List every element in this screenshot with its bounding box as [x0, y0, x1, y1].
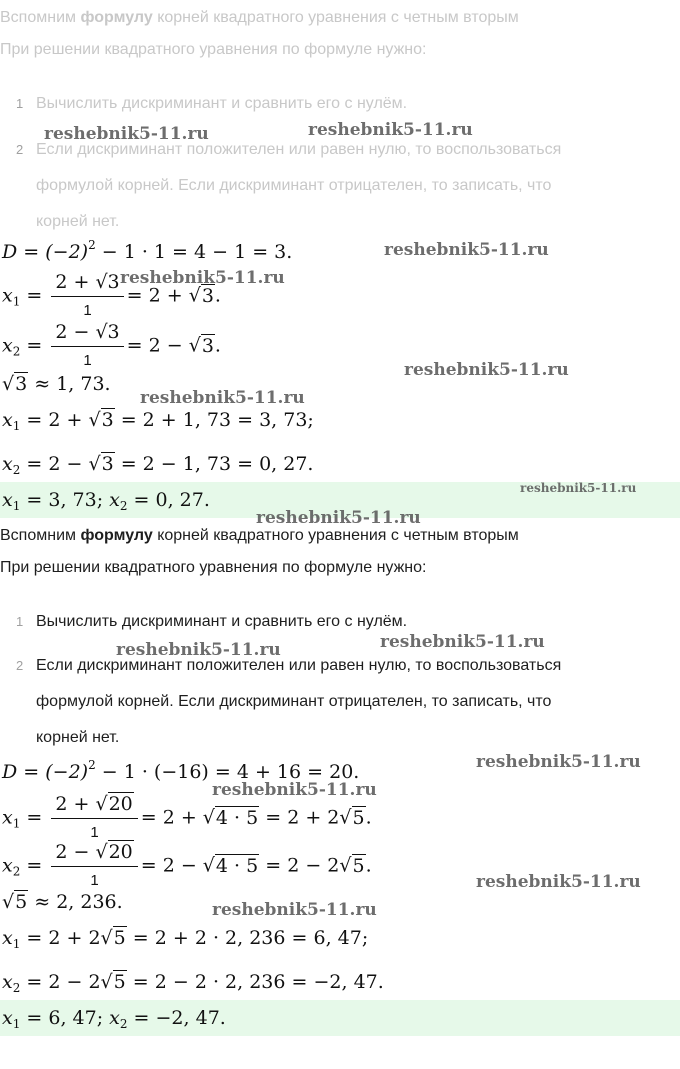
step-number: 1: [16, 614, 24, 629]
x2-calc: $x_2 = 2 - √3 = 2 - 1$, 73 = 0, 27.: [2, 453, 314, 477]
sqrt-approx: √3 ≈ 1, 73.: [2, 373, 111, 395]
watermark: reshebnik5-11.ru: [140, 388, 305, 408]
watermark: reshebnik5-11.ru: [308, 120, 473, 140]
intro-line2-faded: При решении квадратного уравнения по формуле нужно:: [0, 41, 427, 58]
fraction: $\frac{2 + √20}{1}$: [51, 792, 137, 845]
watermark: reshebnik5-11.ru: [212, 900, 377, 920]
intro-bold-text: формулу: [80, 9, 153, 26]
answer-line: $x_1 = 6$, 47; $x_2 = -2$, 47.: [2, 1007, 226, 1031]
step-text: Вычислить дискриминант и сравнить его с нулём.: [36, 95, 408, 112]
intro-line2: При решении квадратного уравнения по формуле нужно:: [0, 559, 427, 576]
watermark: reshebnik5-11.ru: [384, 240, 549, 260]
watermark: reshebnik5-11.ru: [404, 360, 569, 380]
step-text: корней нет.: [36, 729, 120, 746]
watermark: reshebnik5-11.ru: [212, 780, 377, 800]
step-text: Вычислить дискриминант и сравнить его с нулём.: [36, 613, 408, 630]
step-text: Если дискриминант положителен или равен нулю, то воспользоваться: [36, 141, 562, 158]
watermark: reshebnik5-11.ru: [476, 872, 641, 892]
discriminant-line: $D = (-2)^2 - 1 \cdot (-16) = 4 + 16 = 20$.: [2, 758, 360, 783]
x1-calc: $x_1 = 2 + 2√5 = 2 + 2 \cdot 2$, 236 = 6, 47;: [2, 927, 369, 951]
step-number: 2: [16, 658, 24, 673]
watermark: reshebnik5-11.ru: [476, 752, 641, 772]
intro-bold-text: формулу: [80, 527, 153, 544]
step-text: формулой корней. Если дискриминант отрицателен, то записать, что: [36, 177, 552, 194]
step-text: формулой корней. Если дискриминант отрицателен, то записать, что: [36, 693, 552, 710]
fraction: $\frac{2 - √20}{1}$: [51, 840, 137, 893]
step-number: 2: [16, 142, 24, 157]
intro-text: корней квадратного уравнения с четным вторым: [152, 9, 519, 26]
watermark: reshebnik5-11.ru: [380, 632, 545, 652]
intro-text: Вспомним: [0, 527, 81, 544]
step-text: корней нет.: [36, 213, 120, 230]
x1-formula: $x_1$ = $\frac{2 + √3}{1}$ = 2 + √3.: [2, 270, 221, 323]
x2-formula: $x_2$ = $\frac{2 - √3}{1}$ = 2 − √3.: [2, 320, 221, 373]
watermark: reshebnik5-11.ru: [120, 268, 285, 288]
fraction: $\frac{2 + √3}{1}$: [51, 270, 123, 323]
intro-line-faded: [0, 8, 519, 28]
watermark: reshebnik5-11.ru: [256, 508, 421, 528]
watermark: reshebnik5-11.ru: [116, 640, 281, 660]
watermark: reshebnik5-11.ru: [44, 124, 209, 144]
x1-formula: $x_1$ = $\frac{2 + √20}{1}$ = 2 + √4 · 5 = 2 + 2√5.: [2, 792, 372, 845]
answer-line: $x_1 = 3$, 73; $x_2 = 0$, 27.: [2, 489, 210, 513]
x2-calc: $x_2 = 2 - 2√5 = 2 - 2 \cdot 2$, 236 = −2, 47.: [2, 971, 384, 995]
step-text: Если дискриминант положителен или равен нулю, то воспользоваться: [36, 657, 562, 674]
step-number: 1: [16, 96, 24, 111]
sqrt-approx: √5 ≈ 2, 236.: [2, 891, 123, 913]
discriminant-line: $D = (-2)^2 - 1 \cdot 1 = 4 - 1 = 3$.: [2, 238, 293, 263]
intro-text: Вспомним: [0, 9, 81, 26]
watermark: reshebnik5-11.ru: [520, 481, 637, 495]
x2-formula: $x_2$ = $\frac{2 - √20}{1}$ = 2 − √4 · 5 = 2 − 2√5.: [2, 840, 372, 893]
intro-line: [0, 526, 519, 546]
intro-text: корней квадратного уравнения с четным вторым: [152, 527, 519, 544]
fraction: $\frac{2 - √3}{1}$: [51, 320, 123, 373]
x1-calc: $x_1 = 2 + √3 = 2 + 1$, 73 = 3, 73;: [2, 409, 314, 433]
